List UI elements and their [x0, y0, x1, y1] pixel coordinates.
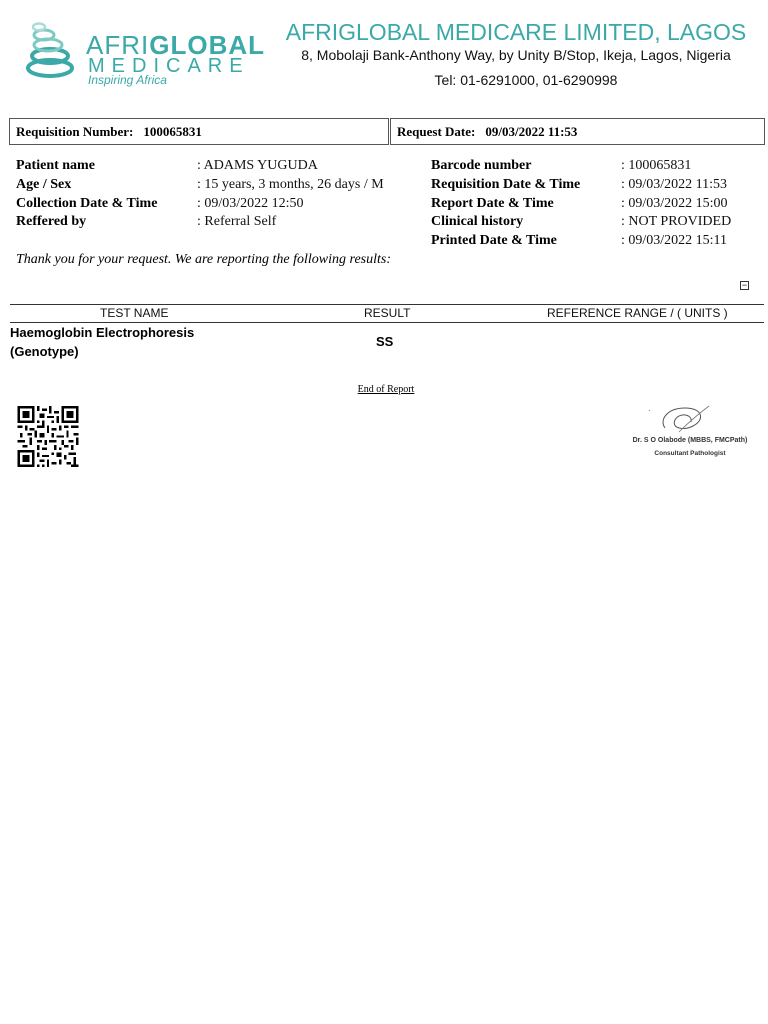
- requisition-number-value: 100065831: [143, 124, 202, 139]
- collection-date-label: Collection Date & Time: [16, 196, 158, 211]
- requisition-date-value: : 09/03/2022 11:53: [621, 177, 728, 192]
- logo-swirl-icon: [22, 18, 82, 84]
- patient-name-label: Patient name: [16, 158, 95, 173]
- printed-date-label: Printed Date & Time: [431, 233, 557, 248]
- printed-date-value: : 09/03/2022 15:11: [621, 233, 728, 248]
- organization-name: AFRIGLOBAL MEDICARE LIMITED, LAGOS: [285, 19, 747, 45]
- referred-by-label: Reffered by: [16, 214, 87, 229]
- referred-by-value: : Referral Self: [197, 214, 277, 229]
- clinical-history-value: : NOT PROVIDED: [621, 214, 732, 229]
- signature-image: [645, 402, 715, 436]
- logo-wordmark-line2: MEDICARE: [88, 55, 250, 77]
- column-header-result: RESULT: [364, 306, 411, 320]
- request-date-label: Request Date:: [397, 124, 476, 139]
- result-cell: SS: [376, 334, 394, 349]
- organization-address: 8, Mobolaji Bank-Anthony Way, by Unity B/Stop, Ikeja, Lagos, Nigeria: [301, 47, 731, 63]
- end-of-report: End of Report: [357, 384, 415, 395]
- requisition-date-label: Requisition Date & Time: [431, 177, 581, 192]
- column-header-reference-range: REFERENCE RANGE / ( UNITS ): [547, 306, 728, 320]
- test-name-cell: Haemoglobin Electrophoresis (Genotype): [10, 325, 195, 359]
- clinical-history-label: Clinical history: [431, 214, 524, 229]
- collection-date-value: : 09/03/2022 12:50: [197, 196, 304, 211]
- table-top-rule: [10, 304, 764, 305]
- report-date-label: Report Date & Time: [431, 196, 554, 211]
- collapse-toggle-icon[interactable]: −: [741, 280, 748, 290]
- organization-phone: Tel: 01-6291000, 01-6290998: [434, 72, 618, 88]
- logo-wordmark: AFRIGLOBAL: [86, 30, 265, 60]
- request-date-value: 09/03/2022 11:53: [485, 124, 578, 139]
- age-sex-label: Age / Sex: [16, 177, 72, 192]
- barcode-number-value: : 100065831: [621, 158, 692, 173]
- patient-name-value: : ADAMS YUGUDA: [197, 158, 318, 173]
- request-date-box: [390, 118, 765, 145]
- company-logo: [18, 14, 265, 94]
- requisition-number-box: [9, 118, 389, 145]
- report-date-value: : 09/03/2022 15:00: [621, 196, 728, 211]
- pathologist-name: Dr. S O Olabode (MBBS, FMCPath): [632, 437, 748, 444]
- requisition-number-label: Requisition Number:: [16, 124, 134, 139]
- pathologist-title: Consultant Pathologist: [654, 450, 726, 457]
- intro-text: Thank you for your request. We are reporting the following results:: [16, 252, 391, 267]
- logo-tagline: Inspiring Africa: [88, 73, 167, 87]
- barcode-number-label: Barcode number: [431, 158, 532, 173]
- age-sex-value: : 15 years, 3 months, 26 days / M: [197, 177, 384, 192]
- column-header-test-name: TEST NAME: [100, 306, 169, 320]
- qr-code-icon: [16, 406, 80, 467]
